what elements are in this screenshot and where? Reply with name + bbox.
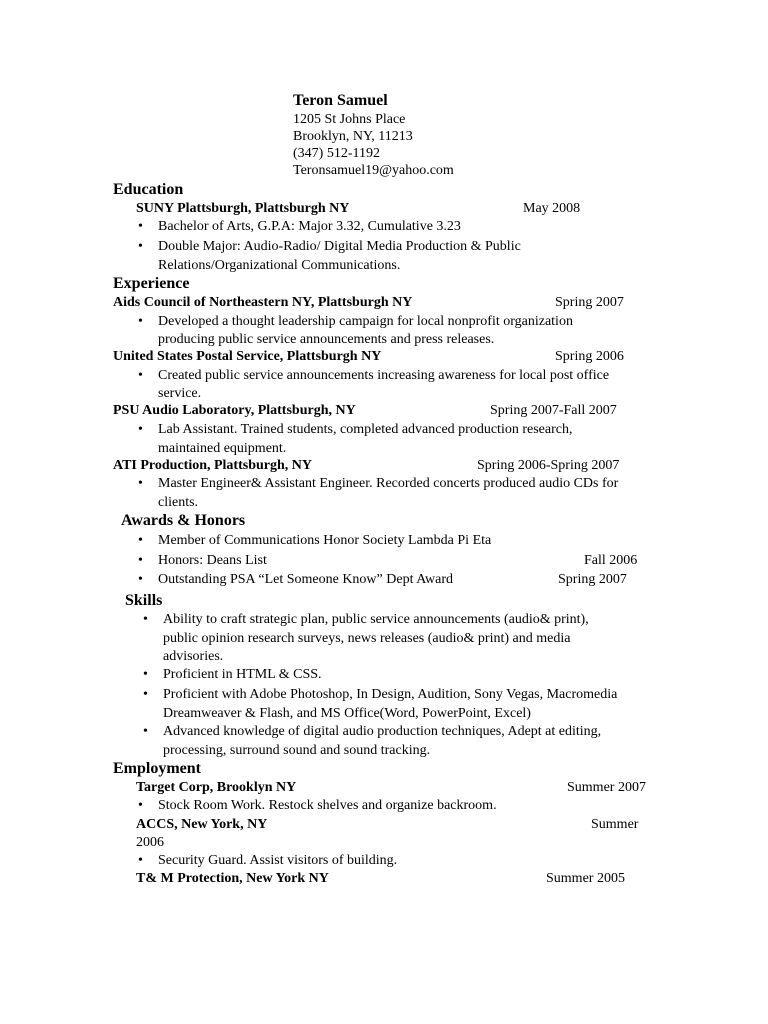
- skill-item: • Ability to craft strategic plan, public service announcements (audio& print),: [163, 611, 589, 629]
- address-line-2: Brooklyn, NY, 11213: [293, 129, 413, 144]
- job-description-continued: service.: [158, 386, 202, 401]
- experience-heading: Experience: [113, 275, 190, 292]
- awards-heading: Awards & Honors: [121, 512, 246, 529]
- employment-date-continued: 2006: [136, 835, 164, 850]
- job-title: ATI Production, Plattsburgh, NY: [113, 458, 313, 473]
- resume-name: Teron Samuel: [293, 92, 388, 109]
- award-item: • Outstanding PSA “Let Someone Know” Dept Award: [158, 571, 453, 589]
- job-date: Spring 2006: [555, 349, 624, 364]
- job-date: Spring 2007-Fall 2007: [490, 403, 617, 418]
- employment-description: • Stock Room Work. Restock shelves and organize backroom.: [158, 797, 497, 815]
- skill-item: • Advanced knowledge of digital audio production techniques, Adept at editing,: [163, 723, 601, 741]
- employment-date: Summer: [591, 817, 639, 832]
- job-description: • Developed a thought leadership campaign for local nonprofit organization: [158, 313, 573, 331]
- skills-heading: Skills: [125, 592, 163, 609]
- address-line-1: 1205 St Johns Place: [293, 112, 406, 127]
- job-description: • Created public service announcements increasing awareness for local post office: [158, 367, 609, 385]
- skill-item: • Proficient with Adobe Photoshop, In Design, Audition, Sony Vegas, Macromedia: [163, 686, 617, 704]
- award-item: • Member of Communications Honor Society Lambda Pi Eta: [158, 532, 491, 550]
- job-title: United States Postal Service, Plattsburgh NY: [113, 349, 382, 364]
- employment-title: T& M Protection, New York NY: [136, 871, 329, 886]
- employment-title: ACCS, New York, NY: [136, 817, 268, 832]
- award-date: Spring 2007: [558, 572, 627, 587]
- job-date: Spring 2007: [555, 295, 624, 310]
- job-description: • Master Engineer& Assistant Engineer. Recorded concerts produced audio CDs for: [158, 475, 618, 493]
- education-bullet: • Bachelor of Arts, G.P.A: Major 3.32, Cumulative 3.23: [158, 218, 461, 236]
- skill-item-continued: advisories.: [163, 649, 224, 664]
- job-title: PSU Audio Laboratory, Plattsburgh, NY: [113, 403, 356, 418]
- employment-description: • Security Guard. Assist visitors of building.: [158, 852, 397, 870]
- job-date: Spring 2006-Spring 2007: [477, 458, 620, 473]
- phone-number: (347) 512-1192: [293, 146, 380, 161]
- award-date: Fall 2006: [584, 553, 638, 568]
- job-description-continued: maintained equipment.: [158, 441, 287, 456]
- education-bullet: • Double Major: Audio-Radio/ Digital Media Production & Public: [158, 238, 521, 256]
- email-address: Teronsamuel19@yahoo.com: [293, 163, 454, 178]
- employment-heading: Employment: [113, 760, 201, 777]
- award-item: • Honors: Deans List: [158, 552, 267, 570]
- education-school: SUNY Plattsburgh, Plattsburgh NY: [136, 201, 350, 216]
- education-bullet-continued: Relations/Organizational Communications.: [158, 258, 401, 273]
- skill-item: • Proficient in HTML & CSS.: [163, 666, 322, 684]
- employment-title: Target Corp, Brooklyn NY: [136, 780, 297, 795]
- education-heading: Education: [113, 181, 184, 198]
- skill-item-continued: Dreamweaver & Flash, and MS Office(Word, PowerPoint, Excel): [163, 706, 531, 721]
- employment-date: Summer 2007: [567, 780, 646, 795]
- employment-date: Summer 2005: [546, 871, 625, 886]
- job-description: • Lab Assistant. Trained students, completed advanced production research,: [158, 421, 572, 439]
- education-date: May 2008: [523, 201, 581, 216]
- job-description-continued: producing public service announcements and press releases.: [158, 332, 495, 347]
- job-title: Aids Council of Northeastern NY, Plattsburgh NY: [113, 295, 413, 310]
- skill-item-continued: public opinion research surveys, news releases (audio& print) and media: [163, 631, 571, 646]
- skill-item-continued: processing, surround sound and sound tracking.: [163, 743, 431, 758]
- job-description-continued: clients.: [158, 495, 199, 510]
